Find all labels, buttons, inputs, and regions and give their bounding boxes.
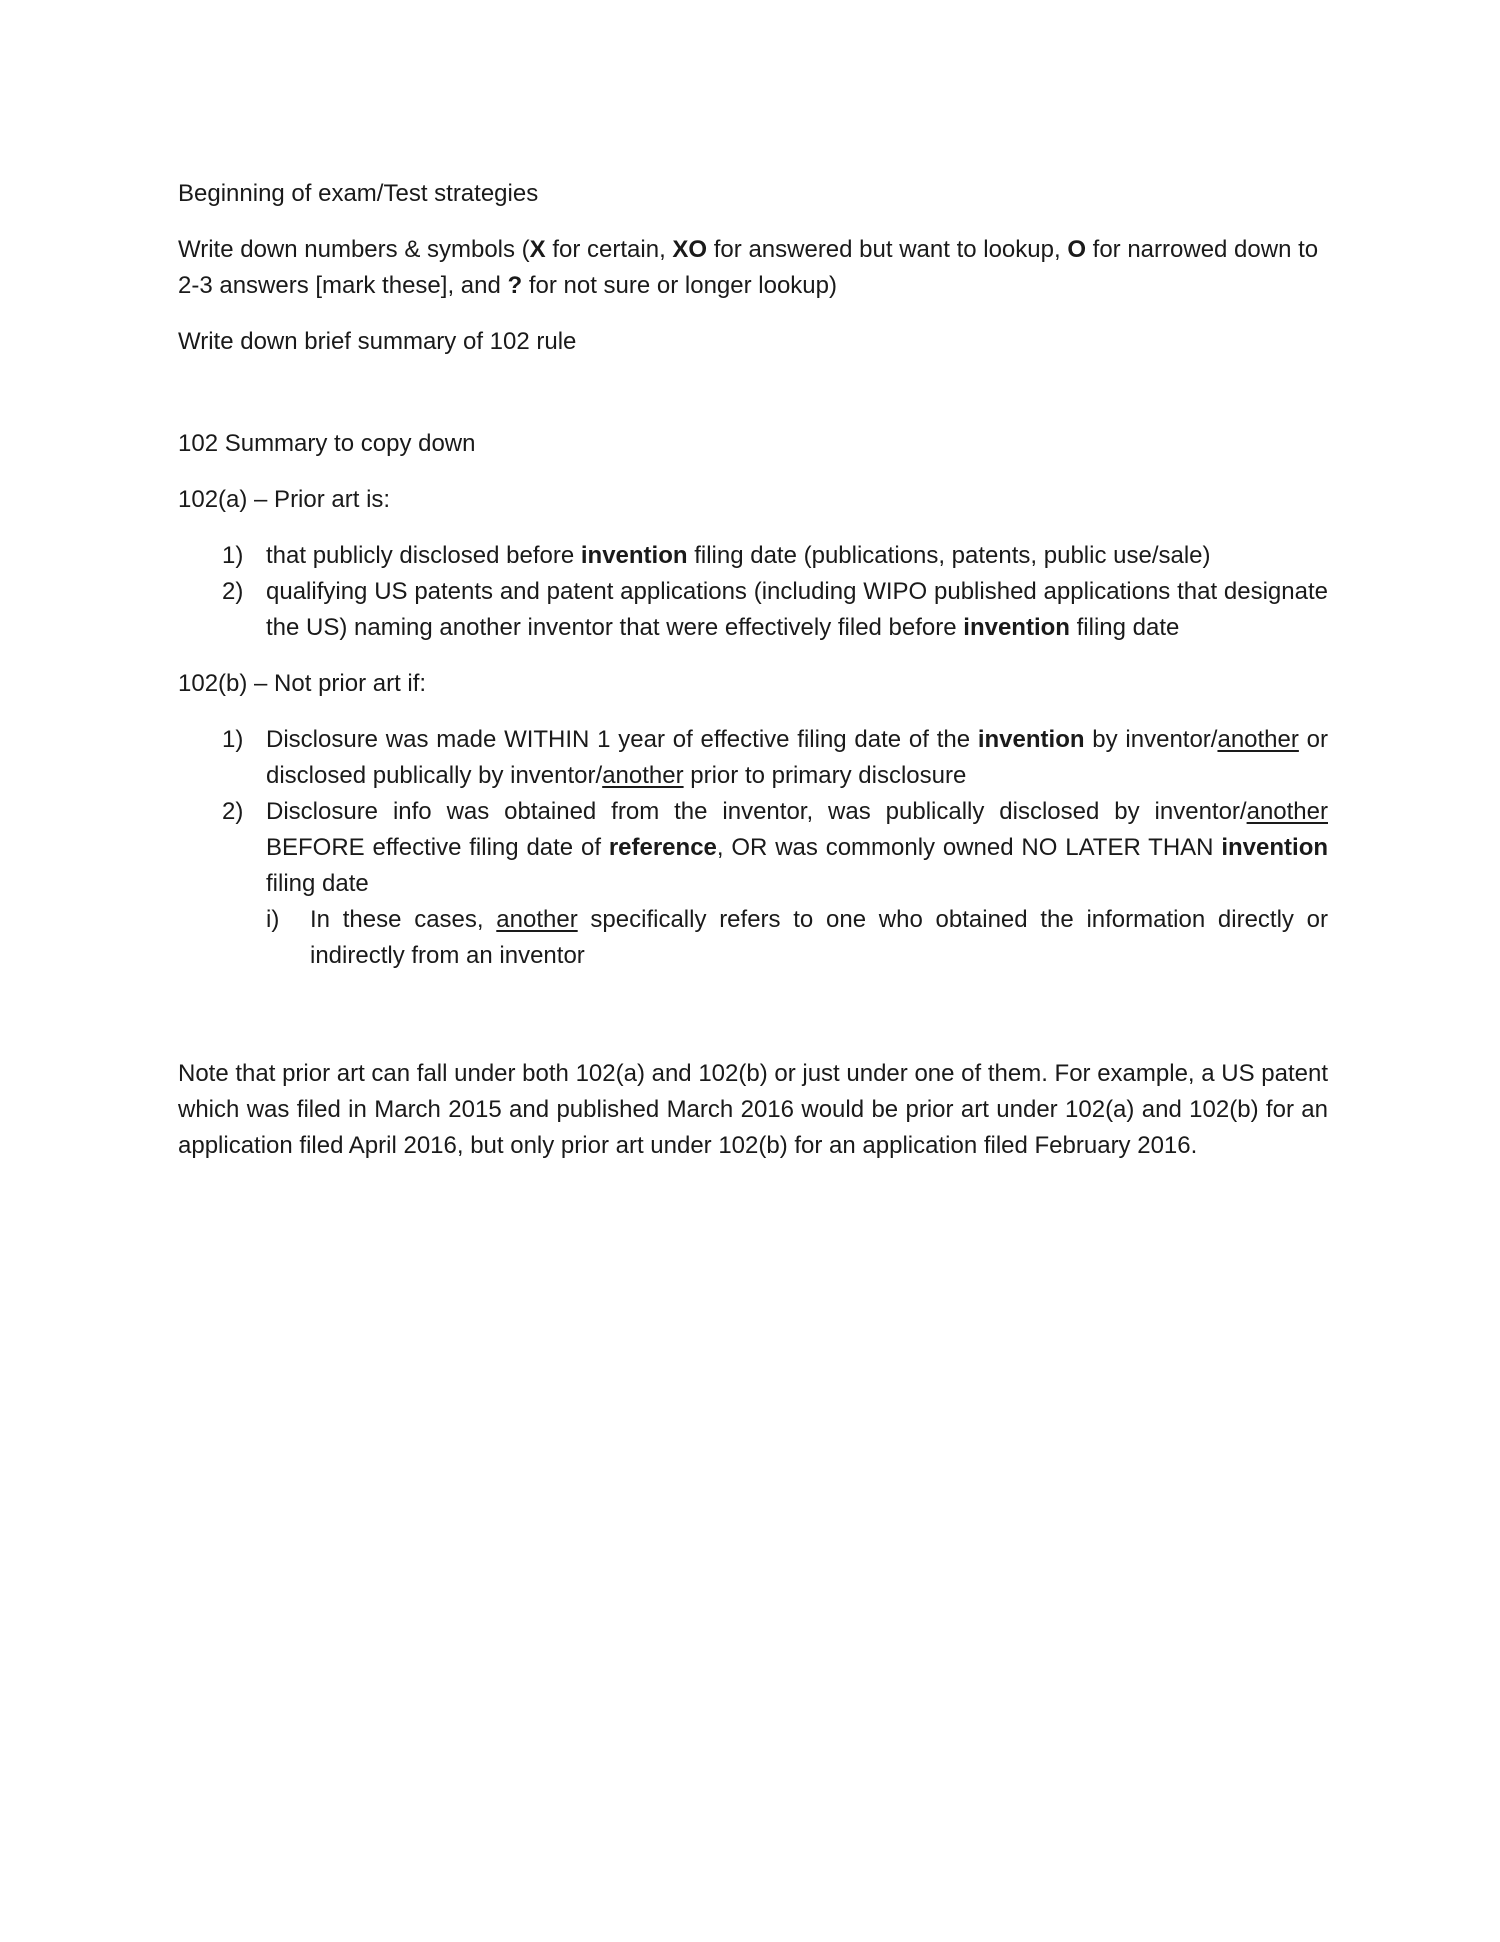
item-text: or disclosed publically by inventor/	[266, 726, 1328, 789]
item-text: filing date (publications, patents, public use/sale)	[687, 542, 1211, 569]
list-marker: 2)	[222, 578, 244, 605]
emphasis-text: reference	[608, 834, 717, 861]
list-marker: 1)	[222, 542, 244, 569]
item-text: Disclosure info was obtained from the inventor, was publically disclosed by inventor/	[266, 798, 1247, 825]
symbols-text-5: for not sure or longer lookup)	[522, 272, 837, 299]
symbols-instruction	[178, 232, 1328, 304]
symbols-text-4: for narrowed down to 2-3 answers [mark these], and	[178, 236, 1319, 299]
summary-heading: 102 Summary to copy down	[178, 430, 476, 457]
symbol-o: O	[1067, 236, 1086, 263]
section-b-list	[178, 722, 1328, 974]
section-a-list	[178, 538, 1328, 646]
underlined-text: another	[1246, 798, 1328, 825]
symbol-x: X	[529, 236, 546, 263]
symbols-text-3: for answered but want to lookup,	[707, 236, 1068, 263]
emphasis-text: invention	[963, 614, 1070, 641]
list-item	[178, 794, 1328, 974]
emphasis-text: invention	[580, 542, 688, 569]
item-text: specifically refers to one who obtained the information directly or indirectly from an inventor	[310, 906, 1328, 969]
sub-list	[266, 902, 1328, 974]
section-b-title: 102(b) – Not prior art if:	[178, 670, 427, 697]
symbol-xo: XO	[672, 236, 708, 263]
emphasis-text: invention	[1221, 834, 1329, 861]
section-a-title: 102(a) – Prior art is:	[178, 486, 391, 513]
item-text: filing date	[266, 870, 369, 897]
list-item	[178, 538, 1328, 574]
item-text: filing date	[1069, 614, 1180, 641]
list-marker: 2)	[222, 798, 244, 825]
sub-list-item	[266, 902, 1328, 974]
item-text: by inventor/	[1084, 726, 1218, 753]
underlined-text: another	[496, 906, 578, 933]
item-text: BEFORE effective filing date of	[266, 834, 609, 861]
emphasis-text: invention	[977, 726, 1085, 753]
list-marker: 1)	[222, 726, 244, 753]
symbols-text-2: for certain,	[545, 236, 673, 263]
item-text: , OR was commonly owned NO LATER THAN	[716, 834, 1222, 861]
item-text: Disclosure was made WITHIN 1 year of effective filing date of the	[266, 726, 978, 753]
symbols-text-1: Write down numbers & symbols (	[178, 236, 530, 263]
note-paragraph: Note that prior art can fall under both 102(a) and 102(b) or just under one of them. For example, a US patent which was filed in March 2015 and published March 2016 would be prior art under 102(a) and 102(b) for an application filed April 2016, but only prior art under 102(b) for an application filed February 2016.	[178, 1060, 1328, 1159]
symbol-question: ?	[507, 272, 523, 299]
list-item	[178, 574, 1328, 646]
item-text: that publicly disclosed before	[266, 542, 581, 569]
item-text: prior to primary disclosure	[683, 762, 967, 789]
underlined-text: another	[602, 762, 684, 789]
underlined-text: another	[1217, 726, 1299, 753]
sub-list-marker: i)	[266, 906, 280, 933]
summary-instruction: Write down brief summary of 102 rule	[178, 328, 577, 355]
item-text: In these cases,	[310, 906, 497, 933]
item-text: qualifying US patents and patent applications (including WIPO published applications that designate the US) naming another inventor that were effectively filed before	[266, 578, 1328, 641]
strategies-heading: Beginning of exam/Test strategies	[178, 180, 539, 207]
list-item	[178, 722, 1328, 794]
document-page	[178, 176, 1328, 1184]
